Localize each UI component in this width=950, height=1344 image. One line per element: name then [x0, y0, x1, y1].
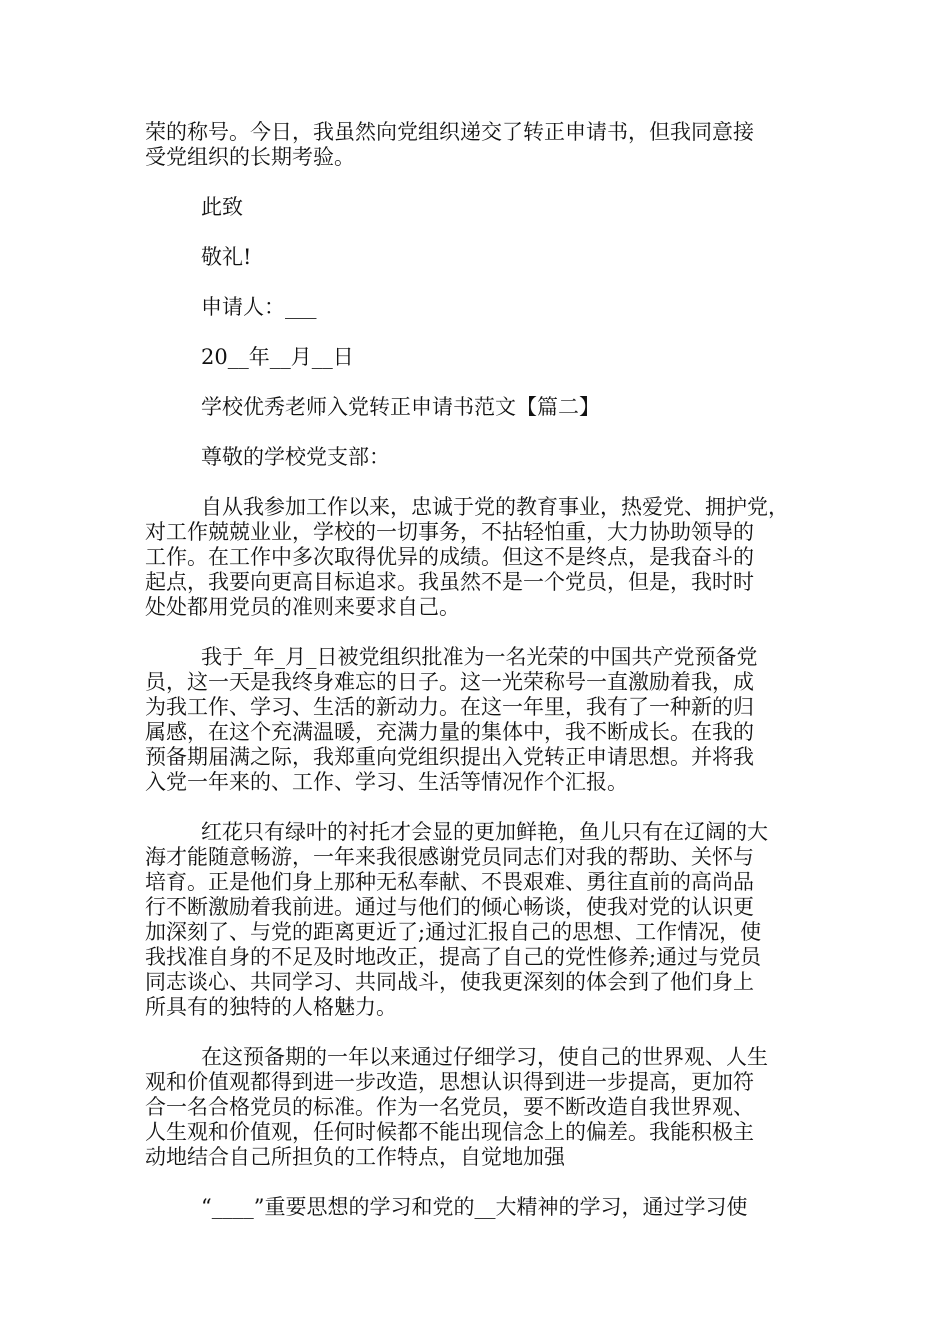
section-title: 学校优秀老师入党转正申请书范文【篇二】 — [201, 395, 600, 419]
text-line: 对工作兢兢业业，学校的一切事务，不拈轻怕重，大力协助领导的 — [145, 520, 754, 544]
text-line: 属感，在这个充满温暖，充满力量的集体中，我不断成长。在我的 — [145, 720, 754, 744]
text-line: 红花只有绿叶的衬托才会显的更加鲜艳，鱼儿只有在辽阔的大 — [201, 820, 768, 844]
text-line: 动地结合自己所担负的工作特点，自觉地加强 — [145, 1145, 565, 1169]
text-line: 海才能随意畅游，一年来我很感谢党员同志们对我的帮助、关怀与 — [145, 845, 754, 869]
text-line: 受党组织的长期考验。 — [145, 145, 355, 169]
text-line: 我找准自身的不足及时地改正，提高了自己的党性修养;通过与党员 — [145, 945, 762, 969]
date-line: 20__年__月__日 — [201, 345, 354, 369]
text-line: 我于_年_月_日被党组织批准为一名光荣的中国共产党预备党 — [201, 645, 758, 669]
text-line: 员，这一天是我终身难忘的日子。这一光荣称号一直激励着我，成 — [145, 670, 754, 694]
text-line: 观和价值观都得到进一步改造，思想认识得到进一步提高，更加符 — [145, 1070, 754, 1094]
text-line: 入党一年来的、工作、学习、生活等情况作个汇报。 — [145, 770, 628, 794]
text-line: 同志谈心、共同学习、共同战斗，使我更深刻的体会到了他们身上 — [145, 970, 754, 994]
closing-regards: 敬礼! — [201, 245, 252, 269]
paragraph-2 — [145, 645, 817, 795]
applicant-signature: 申请人：___ — [201, 295, 317, 319]
text-line: 工作。在工作中多次取得优异的成绩。但这不是终点，是我奋斗的 — [145, 545, 754, 569]
text-line: 自从我参加工作以来，忠诚于党的教育事业，热爱党、拥护党， — [201, 495, 789, 519]
text-line: 合一名合格党员的标准。作为一名党员，要不断改造自我世界观、 — [145, 1095, 754, 1119]
greeting: 尊敬的学校党支部： — [201, 445, 390, 469]
text-line: 为我工作、学习、生活的新动力。在这一年里，我有了一种新的归 — [145, 695, 754, 719]
text-line: 起点，我要向更高目标追求。我虽然不是一个党员，但是，我时时 — [145, 570, 754, 594]
closing-salutation: 此致 — [201, 195, 243, 219]
text-line: 在这预备期的一年以来通过仔细学习，使自己的世界观、人生 — [201, 1045, 768, 1069]
text-line: 预备期届满之际，我郑重向党组织提出入党转正申请思想。并将我 — [145, 745, 754, 769]
document-page — [145, 120, 817, 1245]
text-line: 行不断激励着我前进。通过与他们的倾心畅谈，使我对党的认识更 — [145, 895, 754, 919]
paragraph-1 — [145, 495, 817, 620]
paragraph-intro — [145, 120, 817, 170]
text-line: 人生观和价值观，任何时候都不能出现信念上的偏差。我能积极主 — [145, 1120, 754, 1144]
text-line: 处处都用党员的准则来要求自己。 — [145, 595, 460, 619]
text-line: 荣的称号。今日，我虽然向党组织递交了转正申请书，但我同意接 — [145, 120, 754, 144]
paragraph-5 — [145, 1195, 817, 1220]
paragraph-4 — [145, 1045, 817, 1170]
text-line: 培育。正是他们身上那种无私奉献、不畏艰难、勇往直前的高尚品 — [145, 870, 754, 894]
text-line: “____”重要思想的学习和党的__大精神的学习，通过学习使 — [201, 1195, 748, 1219]
text-line: 所具有的独特的人格魅力。 — [145, 995, 397, 1019]
paragraph-3 — [145, 820, 817, 1020]
text-line: 加深刻了、与党的距离更近了;通过汇报自己的思想、工作情况，使 — [145, 920, 762, 944]
